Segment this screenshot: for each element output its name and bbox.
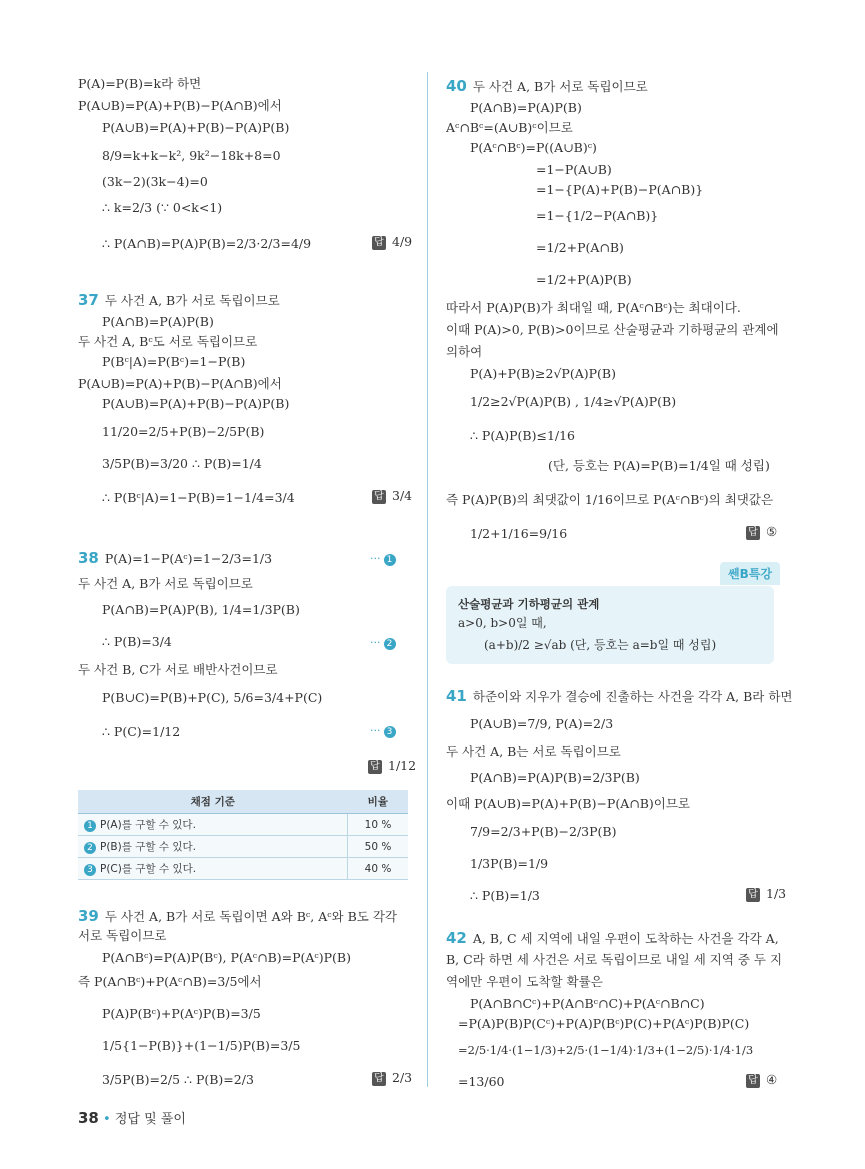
answer-icon: 답 — [368, 760, 382, 774]
answer-icon: 답 — [746, 888, 760, 902]
column-divider — [427, 72, 428, 1087]
p40-line: P(A)+P(B)≥2√P(A)P(B) — [470, 366, 616, 381]
p38-line: P(A)=1−P(Aᶜ)=1−2/3=1/3 — [104, 551, 273, 566]
answer-value: ④ — [766, 1072, 778, 1087]
step-number: 1 — [384, 554, 396, 566]
p42-line: P(A∩B∩Cᶜ)+P(A∩Bᶜ∩C)+P(Aᶜ∩B∩C) — [470, 996, 705, 1011]
criteria-ratio: 40 % — [348, 858, 409, 880]
criteria-header-label: 채점 기준 — [78, 790, 348, 814]
answer-37 — [372, 488, 412, 504]
p40-line: P(A∩B)=P(A)P(B) — [470, 100, 582, 115]
step-marker-1: ··· 1 — [370, 552, 396, 566]
p36-line: P(A∪B)=P(A)+P(B)−P(A)P(B) — [102, 120, 290, 135]
p39-heading — [78, 908, 397, 925]
question-number: 37 — [78, 291, 99, 309]
answer-icon: 답 — [372, 490, 386, 504]
p39-line: P(A∩Bᶜ)=P(A)P(Bᶜ), P(Aᶜ∩B)=P(Aᶜ)P(B) — [102, 950, 351, 965]
p39-line: 3/5P(B)=2/5 ∴ P(B)=2/3 — [102, 1072, 254, 1087]
p38-line: ∴ P(C)=1/12 — [102, 724, 181, 739]
answer-value: 4/9 — [392, 234, 413, 249]
p40-line: 1/2≥2√P(A)P(B) , 1/4≥√P(A)P(B) — [470, 394, 677, 409]
p40-line: =1−{P(A)+P(B)−P(A∩B)} — [536, 182, 704, 197]
criteria-label: P(C)를 구할 수 있다. — [100, 863, 197, 875]
answer-value: 1/3 — [766, 886, 787, 901]
table-row — [78, 858, 408, 880]
p41-line: ∴ P(B)=1/3 — [470, 888, 540, 903]
p42-line: B, C라 하면 세 사건은 서로 독립이므로 내일 세 지역 중 두 지 — [446, 952, 783, 967]
p41-line: 하준이와 지우가 결승에 진출하는 사건을 각각 A, B라 하면 — [472, 689, 793, 704]
p39-line: P(A)P(Bᶜ)+P(Aᶜ)P(B)=3/5 — [102, 1006, 261, 1021]
criteria-header — [78, 790, 408, 814]
step-marker-2: ··· 2 — [370, 636, 396, 650]
p37-line: 두 사건 A, Bᶜ도 서로 독립이므로 — [78, 334, 258, 349]
question-number: 40 — [446, 77, 467, 95]
p42-line: =13/60 — [458, 1074, 505, 1089]
criteria-text — [78, 858, 348, 880]
answer-icon: 답 — [746, 526, 760, 540]
p39-line: 두 사건 A, B가 서로 독립이면 A와 Bᶜ, Aᶜ와 B도 각각 — [104, 909, 397, 924]
p42-line: A, B, C 세 지역에 내일 우편이 도착하는 사건을 각각 A, — [472, 931, 779, 946]
answer-value: ⑤ — [766, 524, 778, 539]
table-row — [78, 836, 408, 858]
p42-heading — [446, 930, 779, 947]
criteria-text — [78, 836, 348, 858]
criteria-ratio: 10 % — [348, 814, 409, 836]
p41-line: 1/3P(B)=1/9 — [470, 856, 549, 871]
p38-line: P(B∪C)=P(B)+P(C), 5/6=3/4+P(C) — [102, 690, 323, 705]
answer-38 — [368, 758, 416, 774]
p41-line: 7/9=2/3+P(B)−2/3P(B) — [470, 824, 617, 839]
step-marker-3: ··· 3 — [370, 724, 396, 738]
p36-line: P(A)=P(B)=k라 하면 — [78, 76, 202, 91]
question-number: 38 — [78, 549, 99, 567]
p37-line: P(A∩B)=P(A)P(B) — [102, 314, 214, 329]
p40-line: 따라서 P(A)P(B)가 최대일 때, P(Aᶜ∩Bᶜ)는 최대이다. — [446, 300, 741, 315]
step-number: 2 — [84, 842, 96, 854]
p39-line: 서로 독립이므로 — [78, 928, 167, 943]
step-number: 2 — [384, 638, 396, 650]
p42-line: =2/5·1/4·(1−1/3)+2/5·(1−1/4)·1/3+(1−2/5)·1/4·1/3 — [458, 1043, 754, 1057]
p39-line: 즉 P(A∩Bᶜ)+P(Aᶜ∩B)=3/5에서 — [78, 974, 262, 989]
p36-line: (3k−2)(3k−4)=0 — [102, 174, 208, 189]
p37-heading — [78, 292, 280, 309]
answer-41 — [746, 886, 786, 902]
criteria-label: P(B)를 구할 수 있다. — [100, 841, 196, 853]
answer-icon: 답 — [372, 236, 386, 250]
p41-line: P(A∪B)=7/9, P(A)=2/3 — [470, 716, 614, 731]
answer-value: 2/3 — [392, 1070, 413, 1085]
p40-line: =1/2+P(A)P(B) — [536, 272, 632, 287]
footer-label: 정답 및 풀이 — [114, 1112, 186, 1127]
p40-line: (단, 등호는 P(A)=P(B)=1/4일 때 성립) — [548, 458, 770, 473]
p36-line: ∴ P(A∩B)=P(A)P(B)=2/3·2/3=4/9 — [102, 236, 312, 251]
step-number: 1 — [84, 820, 96, 832]
p40-line: Aᶜ∩Bᶜ=(A∪B)ᶜ이므로 — [446, 120, 573, 135]
answer-icon: 답 — [746, 1074, 760, 1088]
p37-line: 두 사건 A, B가 서로 독립이므로 — [104, 293, 280, 308]
p37-line: P(A∪B)=P(A)+P(B)−P(A)P(B) — [102, 396, 290, 411]
p41-line: 이때 P(A∪B)=P(A)+P(B)−P(A∩B)이므로 — [446, 796, 691, 811]
answer-39 — [372, 1070, 412, 1086]
p37-line: P(A∪B)=P(A)+P(B)−P(A∩B)에서 — [78, 376, 282, 391]
answer-40 — [746, 524, 777, 540]
p37-line: 11/20=2/5+P(B)−2/5P(B) — [102, 424, 265, 439]
p40-line: =1−P(A∪B) — [536, 162, 612, 177]
p37-line: ∴ P(Bᶜ|A)=1−P(B)=1−1/4=3/4 — [102, 490, 295, 505]
p40-line: =1/2+P(A∩B) — [536, 240, 624, 255]
p36-line: P(A∪B)=P(A)+P(B)−P(A∩B)에서 — [78, 98, 282, 113]
criteria-text — [78, 814, 348, 836]
p41-line: P(A∩B)=P(A)P(B)=2/3P(B) — [470, 770, 640, 785]
p40-line: 의하여 — [446, 344, 483, 359]
answer-36 — [372, 234, 412, 250]
p42-line: 역에만 우편이 도착할 확률은 — [446, 974, 603, 989]
step-number: 3 — [84, 864, 96, 876]
table-row — [78, 814, 408, 836]
p40-line: 이때 P(A)>0, P(B)>0이므로 산술평균과 기하평균의 관계에 — [446, 322, 779, 337]
p37-line: 3/5P(B)=3/20 ∴ P(B)=1/4 — [102, 456, 262, 471]
answer-icon: 답 — [372, 1072, 386, 1086]
tip-title: 산술평균과 기하평균의 관계 — [458, 597, 600, 611]
p40-line: 즉 P(A)P(B)의 최댓값이 1/16이므로 P(Aᶜ∩Bᶜ)의 최댓값은 — [446, 492, 774, 507]
criteria-label: P(A)를 구할 수 있다. — [100, 819, 196, 831]
page-number: 38 — [78, 1109, 99, 1127]
p36-line: 8/9=k+k−k², 9k²−18k+8=0 — [102, 148, 281, 163]
step-number: 3 — [384, 726, 396, 738]
p38-line: 두 사건 B, C가 서로 배반사건이므로 — [78, 662, 278, 677]
answer-value: 3/4 — [392, 488, 413, 503]
criteria-header-ratio: 비율 — [348, 790, 409, 814]
p38-line: ∴ P(B)=3/4 — [102, 634, 172, 649]
question-number: 42 — [446, 929, 467, 947]
p40-line: 두 사건 A, B가 서로 독립이므로 — [472, 79, 648, 94]
question-number: 41 — [446, 687, 467, 705]
p36-line: ∴ k=2/3 (∵ 0<k<1) — [102, 200, 223, 215]
p38-heading — [78, 550, 272, 567]
tip-tag: 쎈B특강 — [720, 562, 780, 585]
answer-42 — [746, 1072, 777, 1088]
p41-heading — [446, 688, 793, 705]
p40-line: ∴ P(A)P(B)≤1/16 — [470, 428, 576, 443]
question-number: 39 — [78, 907, 99, 925]
p37-line: P(Bᶜ|A)=P(Bᶜ)=1−P(B) — [102, 354, 246, 369]
tip-line: a>0, b>0일 때, — [458, 616, 547, 630]
criteria-ratio: 50 % — [348, 836, 409, 858]
p40-heading — [446, 78, 648, 95]
p41-line: 두 사건 A, B는 서로 독립이므로 — [446, 744, 621, 759]
grading-criteria-table — [78, 790, 408, 880]
tip-line: (a+b)/2 ≥√ab (단, 등호는 a=b일 때 성립) — [484, 638, 717, 652]
answer-value: 1/12 — [388, 758, 417, 773]
p39-line: 1/5{1−P(B)}+(1−1/5)P(B)=3/5 — [102, 1038, 301, 1053]
p40-line: P(Aᶜ∩Bᶜ)=P((A∪B)ᶜ) — [470, 140, 597, 155]
p38-line: P(A∩B)=P(A)P(B), 1/4=1/3P(B) — [102, 602, 300, 617]
p42-line: =P(A)P(B)P(Cᶜ)+P(A)P(Bᶜ)P(C)+P(Aᶜ)P(B)P(C) — [458, 1016, 750, 1031]
page-footer: 38 • 정답 및 풀이 — [78, 1109, 186, 1127]
p40-line: 1/2+1/16=9/16 — [470, 526, 568, 541]
p40-line: =1−{1/2−P(A∩B)} — [536, 208, 659, 223]
p38-line: 두 사건 A, B가 서로 독립이므로 — [78, 576, 253, 591]
